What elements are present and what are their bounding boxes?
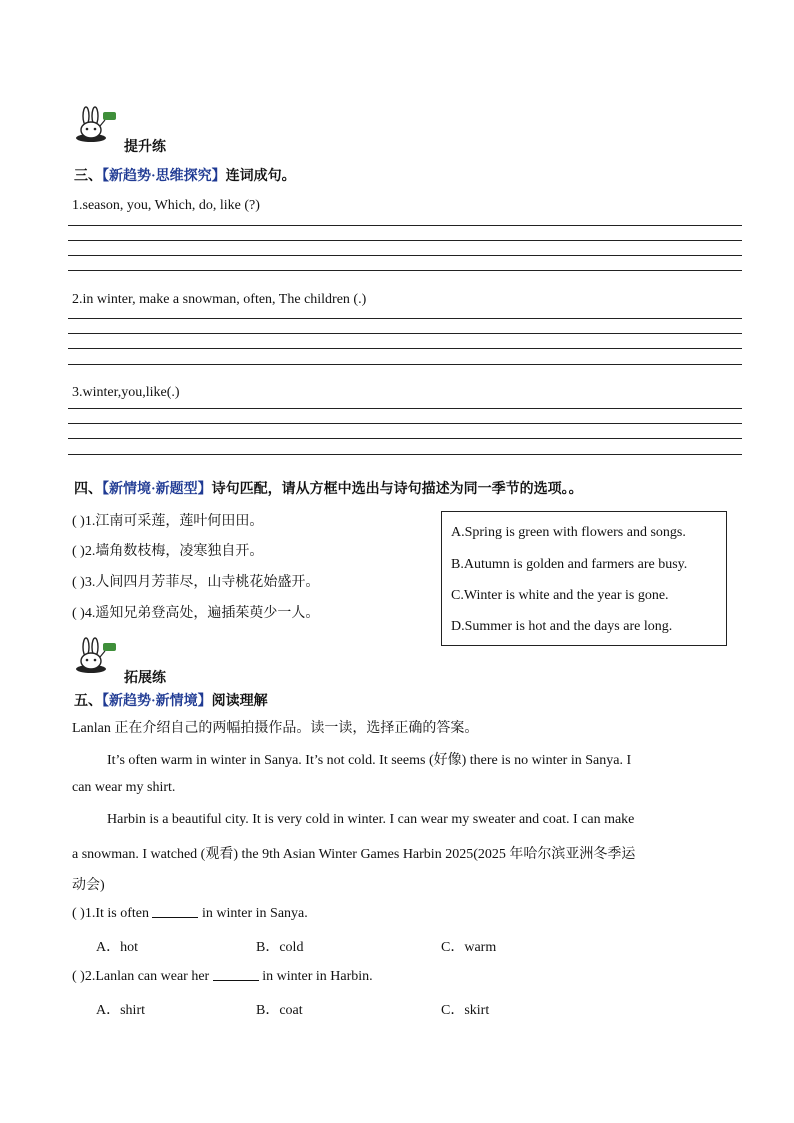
part3-number: 三、 [74, 169, 102, 184]
part5-tag: 【新趋势·新情境】 [102, 694, 212, 709]
part4-tag: 【新情境·新题型】 [102, 482, 212, 497]
answer-line [68, 454, 742, 455]
choice-option: C．skirt [441, 1003, 490, 1018]
section-label-extend: 拓展练 [124, 671, 166, 686]
answer-line [68, 318, 742, 319]
choice-option: B．coat [256, 1003, 303, 1018]
question-prefix: ( )1.It is often [72, 906, 153, 921]
part3-title: 连词成句。 [225, 169, 296, 184]
poem-item: ( )4.遥知兄弟登高处，遍插茱萸少一人。 [72, 606, 320, 621]
part3-question-2: 2.in winter, make a snowman, often, The children (.) [72, 292, 367, 307]
question-suffix: in winter in Sanya. [198, 906, 308, 921]
part5-number: 五、 [74, 694, 102, 709]
part4-title: 诗句匹配，请从方框中选出与诗句描述为同一季节的选项。。 [211, 482, 583, 497]
passage-text: 动会) [72, 878, 105, 893]
poem-item: ( )1.江南可采莲，莲叶何田田。 [72, 514, 264, 529]
answer-line [68, 438, 742, 439]
passage-text: a snowman. I watched (观看) the 9th Asian Winter Games Harbin 2025(2025 年哈尔滨亚洲冬季运 [72, 847, 636, 862]
part5-title: 阅读理解 [211, 694, 268, 709]
part3-question-1: 1.season, you, Which, do, like (?) [72, 198, 260, 213]
reading-question-1 [72, 905, 308, 922]
choice-option: A．hot [96, 940, 138, 955]
reading-intro: Lanlan 正在介绍自己的两幅拍摄作品。读一读，选择正确的答案。 [72, 721, 479, 736]
season-option: D.Summer is hot and the days are long. [451, 619, 673, 634]
question-suffix: in winter in Harbin. [258, 969, 373, 984]
season-option: C.Winter is white and the year is gone. [451, 588, 669, 603]
part3-heading [74, 165, 296, 185]
answer-line [68, 240, 742, 241]
answer-blank [213, 968, 259, 981]
answer-line [68, 423, 742, 424]
part4-number: 四、 [74, 482, 102, 497]
answer-line [68, 348, 742, 349]
choice-option: A．shirt [96, 1003, 145, 1018]
answer-line [68, 364, 742, 365]
passage-text: can wear my shirt. [72, 780, 176, 795]
part5-heading [74, 690, 268, 710]
answer-blank [152, 905, 198, 918]
choice-option: C．warm [441, 940, 497, 955]
answer-line [68, 225, 742, 226]
part3-tag: 【新趋势·思维探究】 [102, 169, 226, 184]
rabbit-mascot-icon [74, 637, 118, 675]
reading-question-2 [72, 968, 373, 985]
poem-item: ( )3.人间四月芳菲尽，山寺桃花始盛开。 [72, 575, 320, 590]
passage-text: It’s often warm in winter in Sanya. It’s not cold. It seems (好像) there is no winter in Sanya. I [107, 753, 632, 768]
question-prefix: ( )2.Lanlan can wear her [72, 969, 213, 984]
part4-heading [74, 478, 583, 498]
options-box [441, 511, 727, 646]
rabbit-mascot-icon [74, 106, 118, 144]
poem-item: ( )2.墙角数枝梅，凌寒独自开。 [72, 544, 264, 559]
passage-text: Harbin is a beautiful city. It is very cold in winter. I can wear my sweater and coat. I can make [107, 812, 635, 827]
choice-option: B．cold [256, 940, 304, 955]
answer-line [68, 255, 742, 256]
section-label-improve: 提升练 [124, 140, 166, 155]
answer-line [68, 333, 742, 334]
part3-question-3: 3.winter,you,like(.) [72, 385, 180, 400]
answer-line [68, 408, 742, 409]
answer-line [68, 270, 742, 271]
season-option: B.Autumn is golden and farmers are busy. [451, 557, 688, 572]
season-option: A.Spring is green with flowers and songs. [451, 525, 686, 540]
